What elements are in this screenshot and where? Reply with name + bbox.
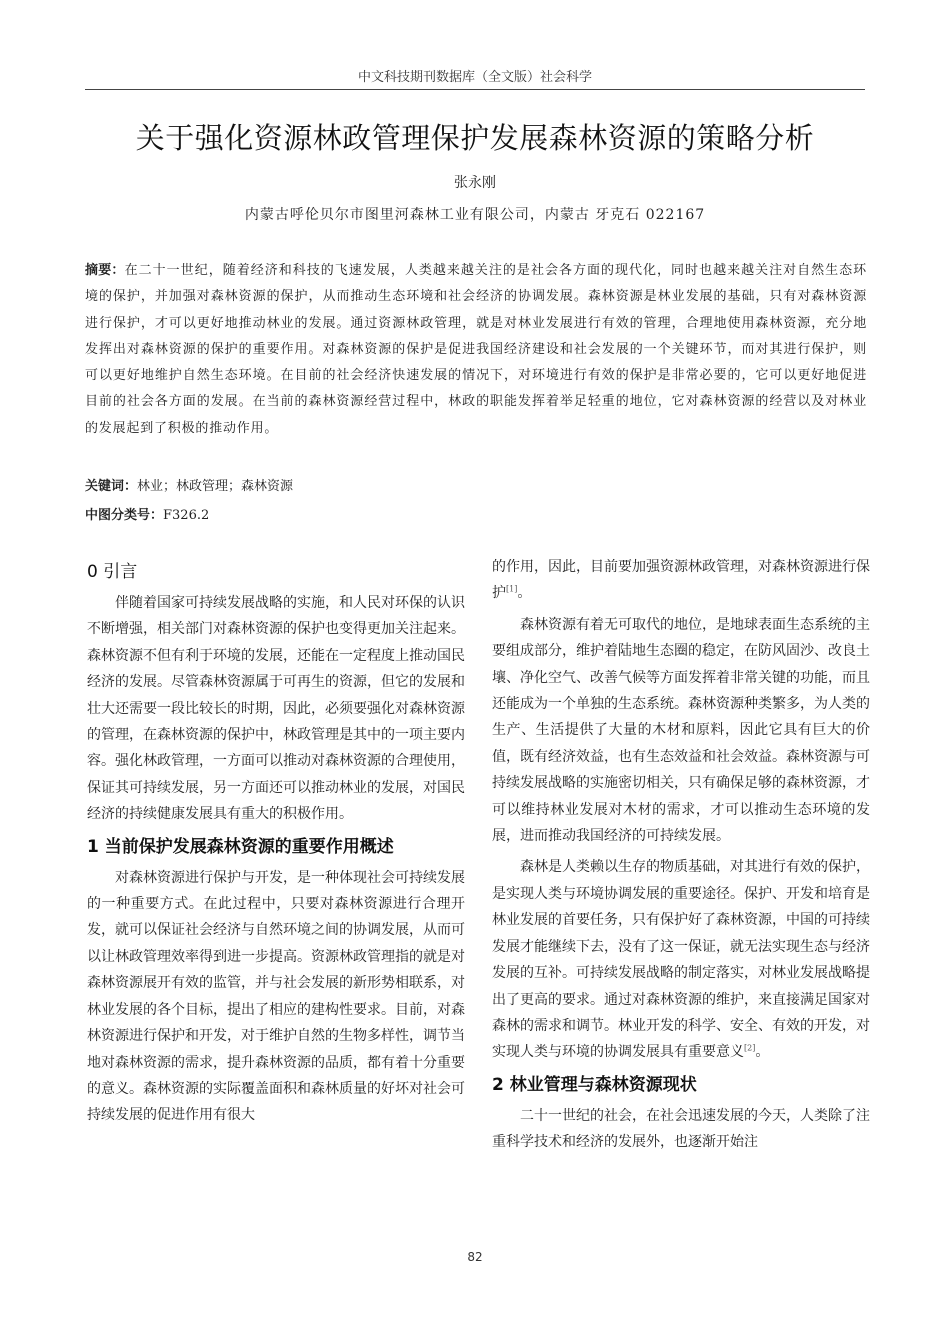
paragraph-text: 的作用，因此，目前要加强资源林政管理，对森林资源进行保护: [492, 559, 870, 602]
paragraph-end: 。: [517, 585, 532, 602]
keywords-line: [85, 475, 867, 494]
section-0-paragraph: 伴随着国家可持续发展战略的实施，和人民对环保的认识不断增强，相关部门对森林资源的保护也变得更加关注起来。森林资源不但有利于环境的发展，还能在一定程度上推动国民经济的发展。尽管森林资源属于可再生的资源，但它的发展和壮大还需要一段比较长的时期，因此，必须要强化对森林资源的管理，在森林资源的保护中，林政管理是其中的一项主要内容。强化林政管理，一方面可以推动对森林资源的合理使用，保证其可持续发展，另一方面还可以推动林业的发展，对国民经济的持续健康发展具有重大的积极作用。: [87, 595, 465, 823]
page-number: 82: [467, 1250, 483, 1264]
paragraph-end: 。: [755, 1044, 770, 1061]
author-name: 张永刚: [454, 175, 496, 191]
paper-title: 关于强化资源林政管理保护发展森林资源的策略分析: [135, 121, 815, 155]
classification-label: 中图分类号：: [85, 508, 164, 523]
journal-header: 中文科技期刊数据库（全文版）社会科学: [357, 70, 592, 85]
paragraph-text: 森林是人类赖以生存的物质基础，对其进行有效的保护，是实现人类与环境协调发展的重要途径。保护、开发和培育是林业发展的首要任务，只有保护好了森林资源，中国的可持续发展才能继续下去，没有了这一保证，就无法实现生态与经济发展的互补。可持续发展战略的制定落实，对林业发展战略提出了更高的要求。通过对森林资源的维护，来直接满足国家对森林的需求和调节。林业开发的科学、安全、有效的开发，对实现人类与环境的协调发展具有重要意义: [492, 859, 870, 1061]
section-2-paragraph-1: 二十一世纪的社会，在社会迅速发展的今天，人类除了注重科学技术和经济的发展外，也逐渐开始注: [492, 1107, 870, 1151]
abstract-label: 摘要：: [85, 263, 125, 278]
abstract-block: [85, 258, 867, 442]
section-0-heading: 0 引言: [87, 562, 138, 582]
citation-2[interactable]: [2]: [744, 1043, 756, 1053]
abstract-text: 在二十一世纪，随着经济和科技的飞速发展，人类越来越关注的是社会各方面的现代化，同时也越来越关注对自然生态环境的保护，并加强对森林资源的保护，从而推动生态环境和社会经济的协调发展。森林资源是林业发展的基础，只有对森林资源进行保护，才可以更好地推动林业的发展。通过资源林政管理，就是对林业发展进行有效的管理，合理地使用森林资源，充分地发挥出对森林资源的保护的重要作用。对森林资源的保护是促进我国经济建设和社会发展的一个关键环节，而对其进行保护，则可以更好地维护自然生态环境。在目前的社会经济快速发展的情况下，对环境进行有效的保护是非常必要的，它可以更好地促进目前的社会各方面的发展。在当前的森林资源经营过程中，林政的职能发挥着举足轻重的地位，它对森林资源的经营以及对林业的发展起到了积极的推动作用。: [85, 263, 867, 436]
section-1-heading: 1 当前保护发展森林资源的重要作用概述: [87, 836, 394, 857]
author-affiliation: 内蒙古呼伦贝尔市图里河森林工业有限公司，内蒙古 牙克石 022167: [244, 207, 706, 223]
classification-text: F326.2: [163, 508, 210, 523]
section-1-paragraph-1: 对森林资源进行保护与开发，是一种体现社会可持续发展的一种重要方式。在此过程中，只要对森林资源进行合理开发，就可以保证社会经济与自然环境之间的协调发展，从而可以让林政管理效率得到进一步提高。资源林政管理指的就是对森林资源展开有效的监管，并与社会发展的新形势相联系，对林业发展的各个目标，提出了相应的建构性要求。目前，对森林资源进行保护和开发，对于维护自然的生物多样性，调节当地对森林资源的需求，提升森林资源的品质，都有着十分重要的意义。森林资源的实际覆盖面积和森林质量的好坏对社会可持续发展的促进作用有很大: [87, 869, 465, 1124]
classification-line: [85, 504, 867, 523]
citation-1[interactable]: [1]: [506, 584, 518, 594]
left-column: [87, 558, 465, 1134]
right-column: [492, 554, 870, 1161]
section-1-paragraph-2: 森林资源有着无可取代的地位，是地球表面生态系统的主要组成部分，维护着陆地生态圈的稳定，在防风固沙、改良土壤、净化空气、改善气候等方面发挥着非常关键的功能，而且还能成为一个单独的生态系统。森林资源种类繁多，为人类的生产、生活提供了大量的木材和原料，因此它具有巨大的价值，既有经济效益，也有生态效益和社会效益。森林资源与可持续发展战略的实施密切相关，只有确保足够的森林资源，才可以维持林业发展对木材的需求，才可以推动生态环境的发展，进而推动我国经济的可持续发展。: [492, 616, 870, 845]
keywords-text: 林业；林政管理；森林资源: [137, 479, 294, 494]
section-1-paragraph-1-continued: [492, 554, 870, 607]
keywords-label: 关键词：: [85, 479, 138, 494]
section-2-heading: 2 林业管理与森林资源现状: [492, 1074, 697, 1095]
section-1-paragraph-3: [492, 854, 870, 1065]
header-divider: [85, 89, 865, 90]
